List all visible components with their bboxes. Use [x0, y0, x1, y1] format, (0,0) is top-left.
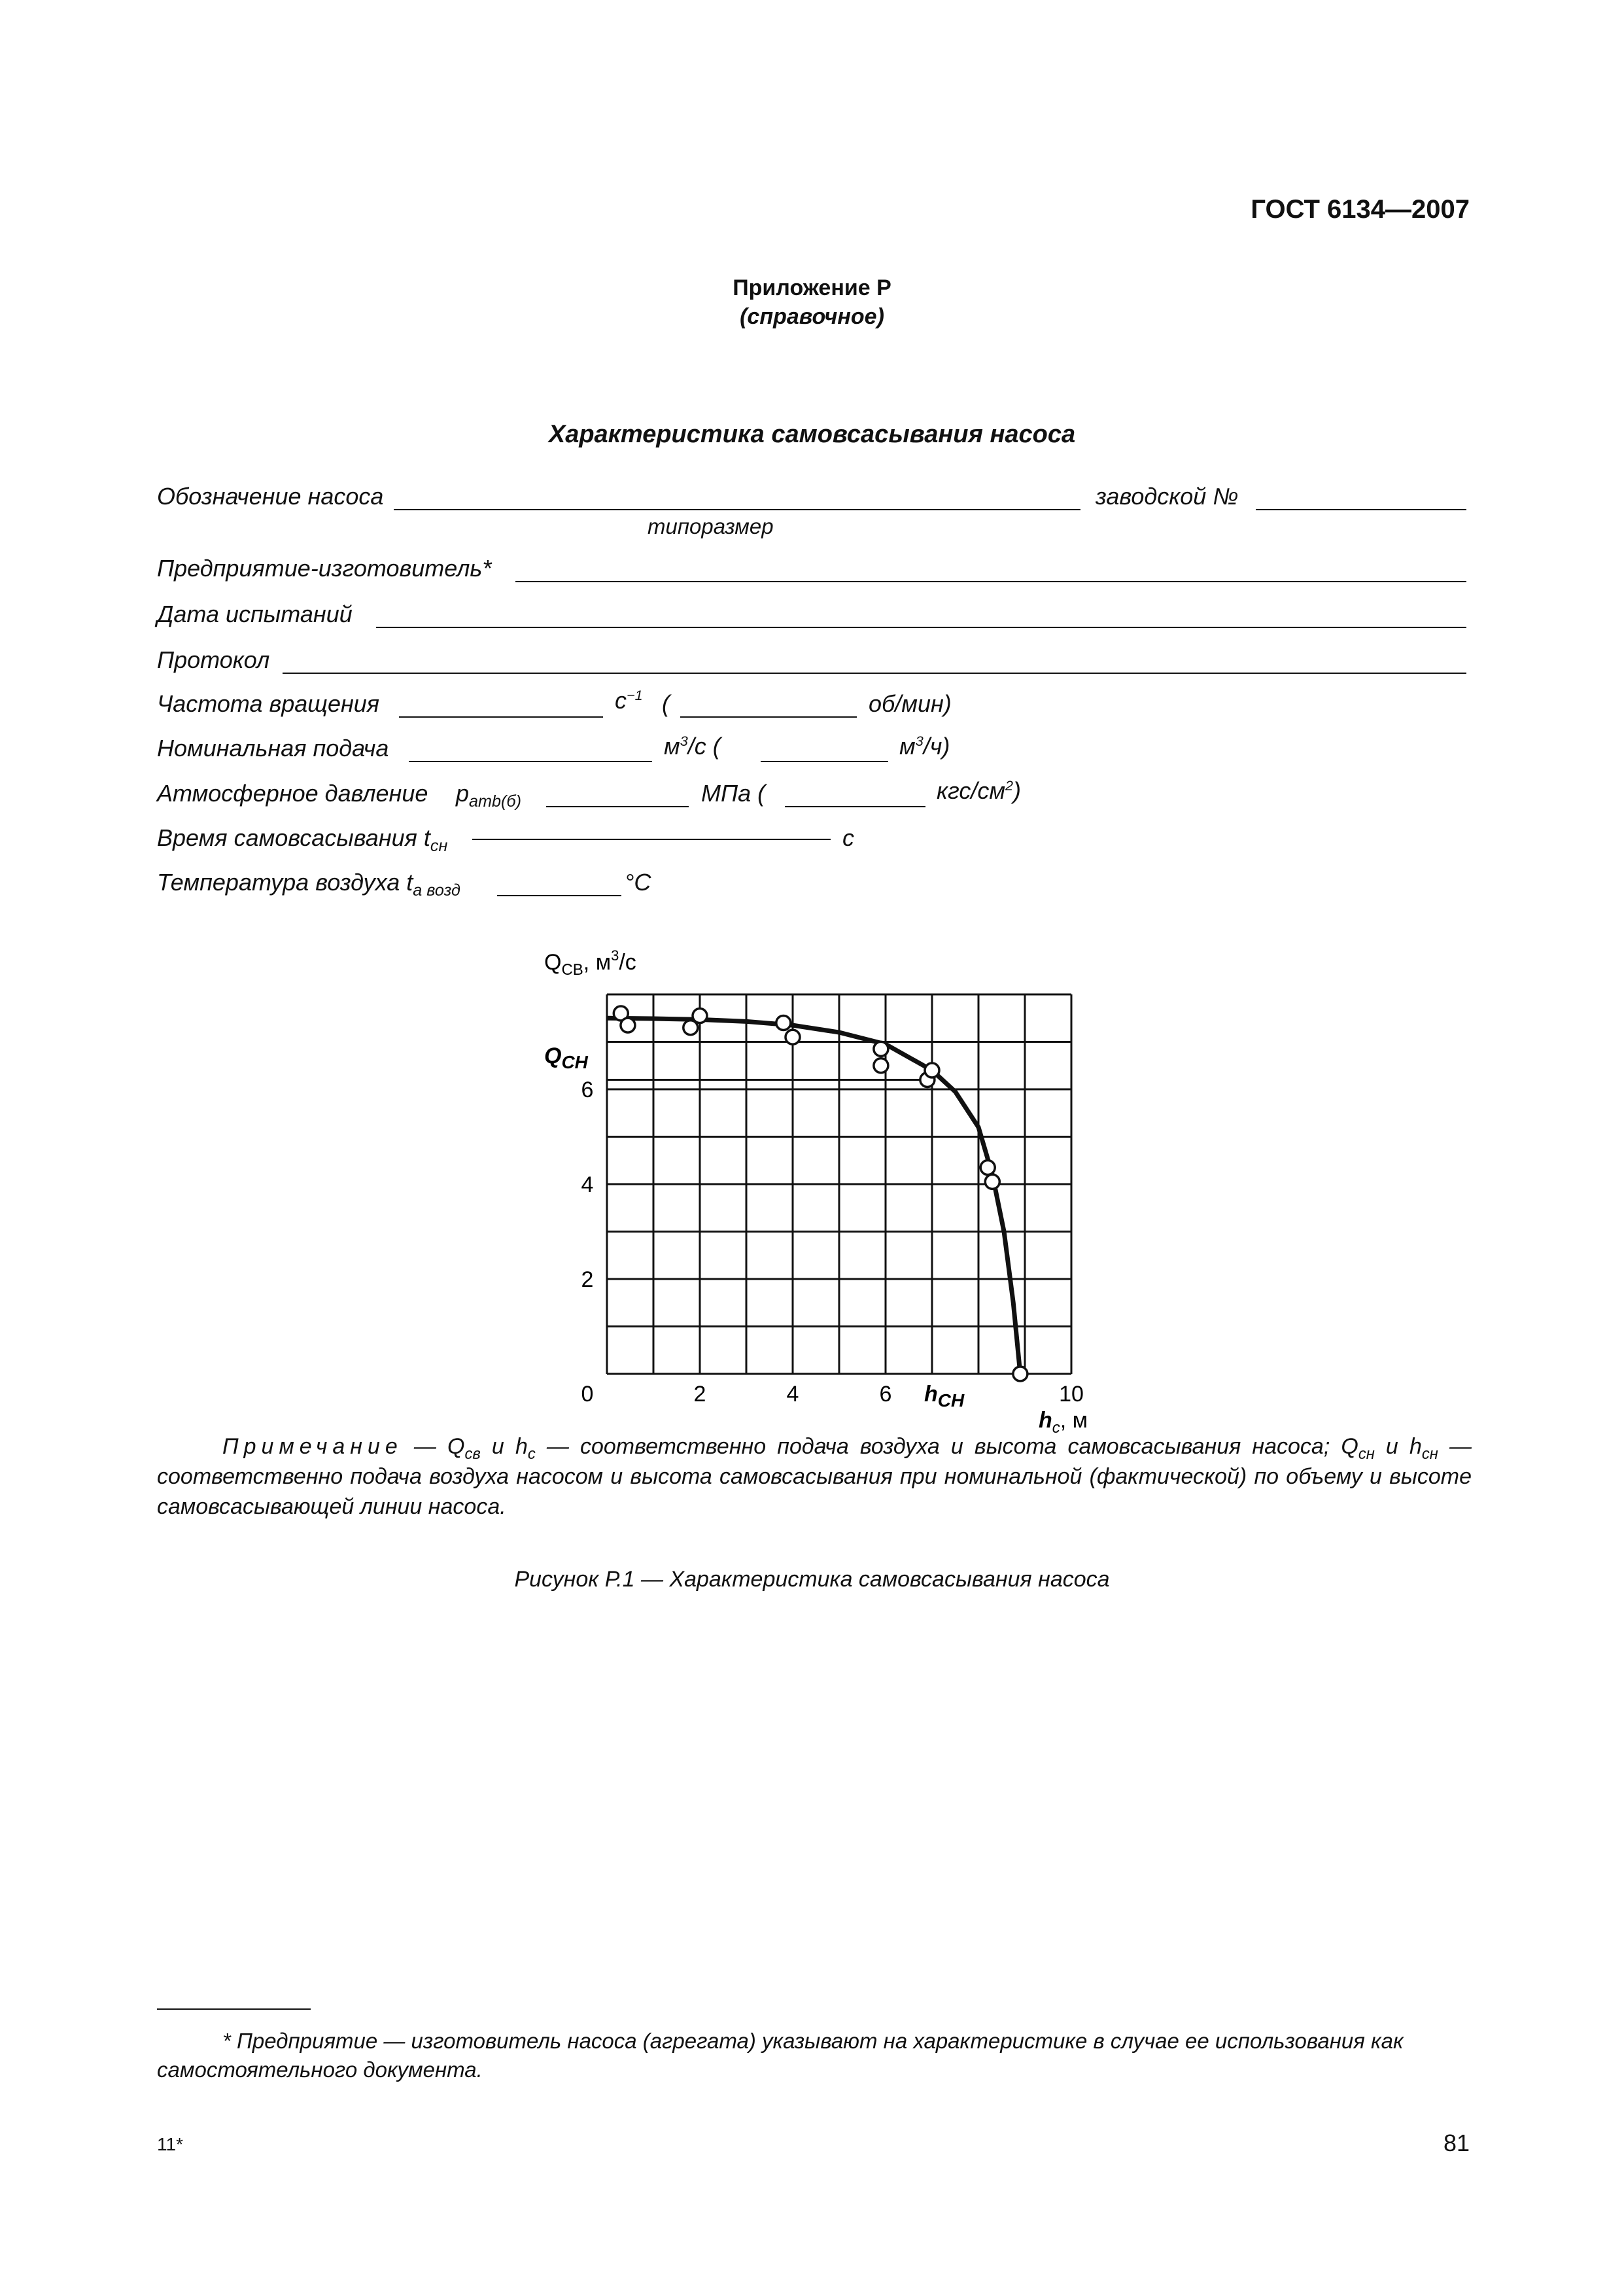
- appendix-heading: [0, 273, 1624, 331]
- test-date-label: Дата испытаний: [157, 601, 353, 627]
- rotation-alt-open: (: [662, 690, 670, 717]
- data-point: [985, 1174, 999, 1189]
- y-tick-label: 6: [581, 1077, 594, 1102]
- pressure-alt-line[interactable]: [785, 806, 925, 807]
- air-temp-line[interactable]: [497, 895, 621, 896]
- document-id: ГОСТ 6134—2007: [1251, 195, 1470, 224]
- appendix-subtitle: (справочное): [740, 304, 884, 329]
- suction-time-unit: с: [842, 824, 854, 851]
- rotation-line[interactable]: [399, 716, 603, 718]
- suction-time-label: Время самовсасывания $t_{сн}$: [157, 824, 448, 856]
- pressure-line[interactable]: [546, 806, 689, 807]
- data-point: [925, 1063, 939, 1077]
- sheet-mark: 11*: [157, 2134, 183, 2154]
- y-tick-label: 4: [581, 1172, 594, 1197]
- qcn-sub: СН: [561, 1052, 588, 1073]
- manufacturer-line[interactable]: [515, 581, 1466, 582]
- pressure-unit-a: МПа (: [701, 780, 766, 807]
- data-point: [786, 1030, 800, 1044]
- pressure-unit-b: кгс/$см^2$): [937, 777, 1022, 804]
- x-tick-label: 0: [581, 1382, 594, 1407]
- hcn-sub: СН: [937, 1390, 965, 1410]
- x-tick-label: 10: [1059, 1382, 1084, 1407]
- data-point: [874, 1059, 888, 1073]
- protocol-label: Протокол: [157, 646, 270, 673]
- test-date-line[interactable]: [376, 627, 1466, 628]
- tick-labels: [581, 1077, 1084, 1407]
- flow-line[interactable]: [409, 761, 652, 762]
- x-tick-label: 6: [879, 1382, 892, 1407]
- hcn-symbol: h: [924, 1382, 938, 1407]
- pump-designation-label: Обозначение насоса: [157, 483, 384, 510]
- protocol-line[interactable]: [283, 673, 1466, 674]
- y-label-symbol: Q: [544, 950, 562, 975]
- pump-designation-line[interactable]: [394, 509, 1080, 510]
- flow-alt-line[interactable]: [761, 761, 888, 762]
- q-nominal-label: [544, 1043, 589, 1072]
- data-point: [874, 1042, 888, 1056]
- flow-unit-b: $м^3/ч$): [899, 733, 950, 760]
- characteristic-curve: [607, 1018, 1020, 1374]
- flow-unit-a: $м^3/с$ (: [664, 733, 721, 760]
- manufacturer-label: Предприятие-изготовитель*: [157, 555, 492, 582]
- rotation-alt-line[interactable]: [680, 716, 857, 718]
- data-point: [621, 1018, 635, 1032]
- rotation-unit: $с^{-1}$: [615, 687, 643, 714]
- chart-grid: [607, 994, 1071, 1374]
- x-label-sub: с: [1052, 1419, 1060, 1433]
- measured-points: [613, 1006, 1028, 1381]
- figure-caption: Рисунок Р.1 — Характеристика самовсасывания насоса: [514, 1567, 1110, 1592]
- data-point: [980, 1161, 995, 1175]
- air-temp-label: Температура воздуха $t_{а возд}$: [157, 869, 460, 900]
- air-temp-unit: °С: [625, 869, 651, 896]
- flow-label: Номинальная подача: [157, 735, 389, 762]
- suction-characteristic-chart: [510, 929, 1125, 1433]
- data-point: [693, 1009, 707, 1023]
- page-number: 81: [1443, 2129, 1470, 2156]
- footnote-divider: [157, 2008, 311, 2010]
- figure-note: Примечание — $Q_{св}$ и $h_с$ — соответственно подача воздуха и высота самовсасывания насоса; $Q_{сн}$ и $h_{сн}$ — соответственно подача воздуха насосом и высота самовсасывания при номинальной (фактической) по объему и высоте самовсасывающей линии насоса.: [157, 1434, 1472, 1519]
- y-label-tail: /с: [619, 950, 636, 975]
- y-tick-label: 2: [581, 1267, 594, 1292]
- suction-time-line[interactable]: [472, 839, 831, 840]
- x-label-unit: , м: [1060, 1408, 1088, 1433]
- data-point: [1013, 1367, 1028, 1381]
- data-point: [776, 1016, 791, 1030]
- x-label-symbol: h: [1039, 1408, 1052, 1433]
- type-size-hint: типоразмер: [648, 514, 774, 538]
- serial-no-line[interactable]: [1256, 509, 1466, 510]
- x-axis-label: [1039, 1408, 1088, 1433]
- x-tick-label: 2: [693, 1382, 706, 1407]
- rotation-label: Частота вращения: [157, 690, 380, 717]
- h-nominal-label: [924, 1382, 965, 1410]
- y-label-unit: , м: [583, 950, 612, 975]
- y-label-sup: 3: [611, 947, 619, 964]
- appendix-title: Приложение Р: [733, 275, 891, 300]
- pressure-label: Атмосферное давление: [157, 780, 428, 807]
- section-title: Характеристика самовсасывания насоса: [548, 421, 1076, 448]
- y-label-sub: СВ: [561, 961, 583, 979]
- serial-no-label: заводской №: [1096, 483, 1239, 510]
- footnote: * Предприятие — изготовитель насоса (агрегата) указывают на характеристике в случае ее использования как самостоятельного документа.: [157, 2029, 1404, 2082]
- x-tick-label: 4: [786, 1382, 799, 1407]
- pressure-symbol: $p_{amb(б)}$: [456, 780, 521, 811]
- qcn-symbol: Q: [544, 1043, 562, 1069]
- rotation-alt-unit: об/мин): [869, 690, 952, 717]
- y-axis-label: [544, 947, 636, 979]
